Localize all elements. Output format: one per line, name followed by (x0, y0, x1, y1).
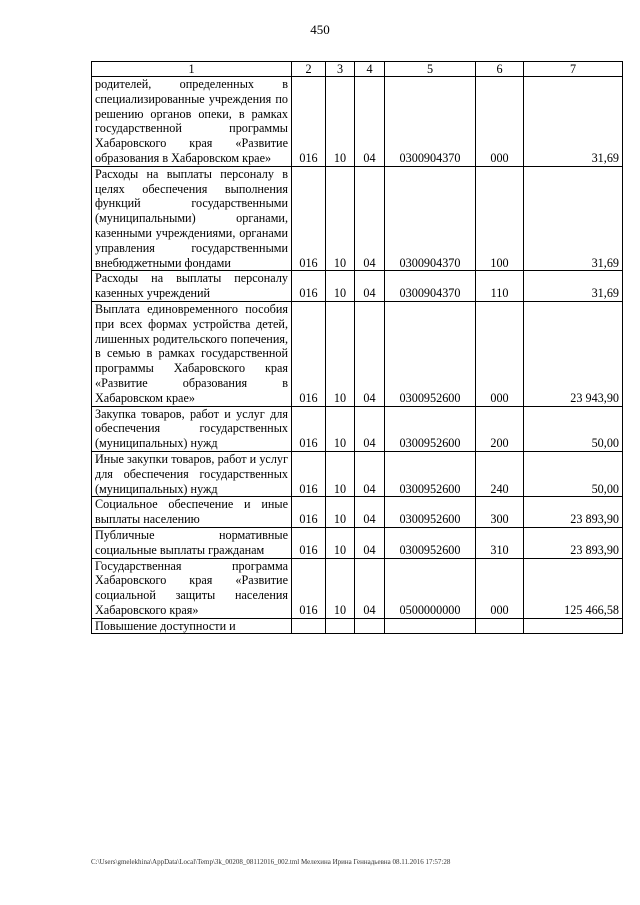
col-header: 4 (355, 62, 385, 77)
cell-expense-type: 300 (476, 497, 524, 528)
cell-expense-type: 240 (476, 451, 524, 496)
table-row (92, 77, 623, 167)
budget-table (91, 61, 623, 634)
cell-section: 10 (326, 301, 355, 406)
page-number: 450 (310, 22, 330, 37)
col-header: 5 (385, 62, 476, 77)
cell-target-article: 0300952600 (385, 406, 476, 451)
cell-admin-code: 016 (292, 271, 326, 302)
cell-admin-code: 016 (292, 558, 326, 618)
cell-amount: 23 893,90 (524, 527, 623, 558)
cell-amount: 31,69 (524, 166, 623, 271)
cell-section: 10 (326, 166, 355, 271)
col-header: 1 (92, 62, 292, 77)
col-header: 2 (292, 62, 326, 77)
cell-expense-type (476, 618, 524, 634)
table-row (92, 451, 623, 496)
cell-subsection: 04 (355, 271, 385, 302)
document-footer: C:\Users\gmelekhina\AppData\Local\Temp\3k_00208_08112016_002.tml Мелехина Ирина Геннадьевна 08.11.2016 17:57:28 (91, 858, 451, 866)
row-description: Публичные нормативные социальные выплаты гражданам (92, 527, 292, 558)
table-row (92, 301, 623, 406)
cell-amount: 125 466,58 (524, 558, 623, 618)
table-row (92, 618, 623, 634)
cell-subsection (355, 618, 385, 634)
cell-subsection: 04 (355, 451, 385, 496)
cell-subsection: 04 (355, 527, 385, 558)
cell-subsection: 04 (355, 558, 385, 618)
row-description: родителей, определенных в специализированные учреждения по решению органов опеки, в рамках государственной программы Хабаровского края «Развитие образования в Хабаровском крае» (92, 77, 292, 167)
cell-target-article: 0300952600 (385, 301, 476, 406)
col-header: 6 (476, 62, 524, 77)
row-description: Повышение доступности и (92, 618, 292, 634)
cell-subsection: 04 (355, 406, 385, 451)
cell-section: 10 (326, 527, 355, 558)
cell-admin-code: 016 (292, 527, 326, 558)
row-description: Выплата единовременного пособия при всех формах устройства детей, лишенных родительского попечения, в семью в рамках государственной программы Хабаровского края «Развитие образования в Хабаровском крае» (92, 301, 292, 406)
row-description: Иные закупки товаров, работ и услуг для обеспечения государственных (муниципальных) нужд (92, 451, 292, 496)
cell-expense-type: 200 (476, 406, 524, 451)
cell-section: 10 (326, 406, 355, 451)
cell-subsection: 04 (355, 301, 385, 406)
cell-section: 10 (326, 77, 355, 167)
cell-amount: 50,00 (524, 406, 623, 451)
cell-target-article: 0300952600 (385, 451, 476, 496)
header-row (92, 62, 623, 77)
cell-amount: 31,69 (524, 77, 623, 167)
table-row (92, 271, 623, 302)
cell-subsection: 04 (355, 77, 385, 167)
row-description: Государственная программа Хабаровского края «Развитие социальной защиты населения Хабаровского края» (92, 558, 292, 618)
cell-admin-code: 016 (292, 301, 326, 406)
table-row (92, 406, 623, 451)
table-row (92, 527, 623, 558)
cell-section: 10 (326, 558, 355, 618)
cell-amount (524, 618, 623, 634)
table-row (92, 166, 623, 271)
cell-expense-type: 000 (476, 77, 524, 167)
cell-target-article: 0300904370 (385, 166, 476, 271)
table-row (92, 558, 623, 618)
cell-amount: 23 893,90 (524, 497, 623, 528)
cell-section: 10 (326, 451, 355, 496)
row-description: Закупка товаров, работ и услуг для обеспечения государственных (муниципальных) нужд (92, 406, 292, 451)
cell-admin-code: 016 (292, 166, 326, 271)
cell-subsection: 04 (355, 497, 385, 528)
cell-expense-type: 000 (476, 301, 524, 406)
cell-section: 10 (326, 497, 355, 528)
cell-amount: 31,69 (524, 271, 623, 302)
row-description: Расходы на выплаты персоналу в целях обеспечения выполнения функций государственными (муниципальными) органами, казенными учреждениями, органами управления государственными внебюджетными фондами (92, 166, 292, 271)
cell-admin-code (292, 618, 326, 634)
cell-expense-type: 000 (476, 558, 524, 618)
cell-admin-code: 016 (292, 497, 326, 528)
cell-target-article: 0300952600 (385, 527, 476, 558)
cell-target-article: 0300952600 (385, 497, 476, 528)
cell-amount: 50,00 (524, 451, 623, 496)
cell-expense-type: 100 (476, 166, 524, 271)
cell-section: 10 (326, 271, 355, 302)
cell-admin-code: 016 (292, 451, 326, 496)
cell-target-article: 0300904370 (385, 77, 476, 167)
col-header: 3 (326, 62, 355, 77)
cell-admin-code: 016 (292, 406, 326, 451)
row-description: Расходы на выплаты персоналу казенных учреждений (92, 271, 292, 302)
cell-target-article: 0300904370 (385, 271, 476, 302)
cell-expense-type: 110 (476, 271, 524, 302)
cell-subsection: 04 (355, 166, 385, 271)
cell-target-article: 0500000000 (385, 558, 476, 618)
cell-admin-code: 016 (292, 77, 326, 167)
table-row (92, 497, 623, 528)
row-description: Социальное обеспечение и иные выплаты населению (92, 497, 292, 528)
cell-section (326, 618, 355, 634)
cell-target-article (385, 618, 476, 634)
cell-amount: 23 943,90 (524, 301, 623, 406)
cell-expense-type: 310 (476, 527, 524, 558)
col-header: 7 (524, 62, 623, 77)
